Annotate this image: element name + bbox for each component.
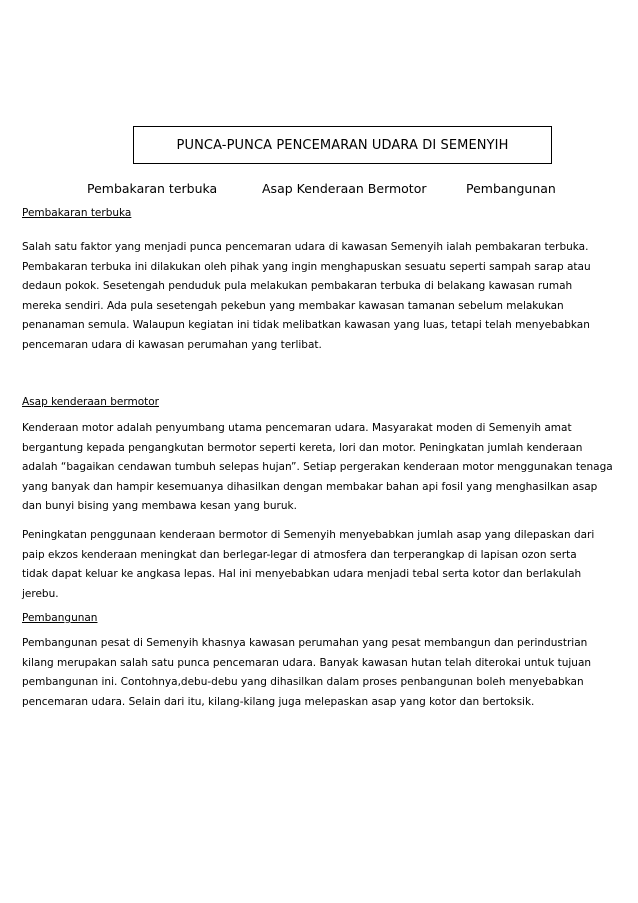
text-line: Pembangunan pesat di Semenyih khasnya kawasan perumahan yang pesat membangun dan perindustrian	[22, 637, 588, 649]
text-line: dedaun pokok. Sesetengah penduduk pula melakukan pembakaran terbuka di belakang kawasan rumah	[22, 280, 573, 292]
text-line: paip ekzos kenderaan meningkat dan berlegar-legar di atmosfera dan terperangkap di lapisan ozon serta	[22, 548, 577, 561]
topic-pembangunan: Pembangunan	[466, 181, 556, 196]
text-line: jerebu.	[22, 587, 59, 600]
text-line: yang banyak dan hampir kesemuanya dihasilkan dengan membakar bahan api fosil yang menghasilkan asap	[22, 480, 598, 493]
text-line: tidak dapat keluar ke angkasa lepas. Hal ini menyebabkan udara menjadi tebal serta kotor dan berlakulah	[22, 568, 582, 580]
section-paragraph	[22, 526, 622, 604]
topic-pembakaran-terbuka: Pembakaran terbuka	[87, 181, 218, 196]
section-heading-pembakaran: Pembakaran terbuka	[22, 207, 132, 219]
text-line: bergantung kepada pengangkutan bermotor seperti kereta, lori dan motor. Peningkatan jumlah kenderaan	[22, 441, 583, 454]
text-line: Salah satu faktor yang menjadi punca pencemaran udara di kawasan Semenyih ialah pembakaran terbuka.	[22, 241, 589, 253]
title-box	[133, 126, 552, 164]
document-title: PUNCA-PUNCA PENCEMARAN UDARA DI SEMENYIH	[176, 137, 509, 153]
text-line: pembangunan ini. Contohnya,debu-debu yang dihasilkan dalam proses penbangunan boleh menyebabkan	[22, 676, 584, 688]
section-heading-asap: Asap kenderaan bermotor	[22, 396, 159, 408]
text-line: mereka sendiri. Ada pula sesetengah pekebun yang membakar kawasan tamanan sebelum melakukan	[22, 299, 564, 312]
text-line: pencemaran udara. Selain dari itu, kilang-kilang juga melepaskan asap yang kotor dan bertoksik.	[22, 695, 535, 708]
text-line: penanaman semula. Walaupun kegiatan ini tidak melibatkan kawasan yang luas, tetapi telah menyebabkan	[22, 319, 590, 331]
section-paragraph	[22, 238, 622, 355]
text-line: Peningkatan penggunaan kenderaan bermotor di Semenyih menyebabkan jumlah asap yang dilepaskan dari	[22, 529, 595, 541]
section-paragraph	[22, 419, 622, 517]
text-line: kilang merupakan salah satu punca pencemaran udara. Banyak kawasan hutan telah diterokai untuk tujuan	[22, 656, 592, 669]
text-line: pencemaran udara di kawasan perumahan yang terlibat.	[22, 338, 322, 351]
text-line: adalah “bagaikan cendawan tumbuh selepas hujan”. Setiap pergerakan kenderaan motor menggunakan tenaga	[22, 461, 613, 473]
section-heading-pembangunan: Pembangunan	[22, 612, 98, 624]
text-line: Kenderaan motor adalah penyumbang utama pencemaran udara. Masyarakat moden di Semenyih amat	[22, 422, 572, 434]
section-paragraph	[22, 634, 622, 712]
topic-asap-kenderaan: Asap Kenderaan Bermotor	[262, 181, 427, 196]
text-line: dan bunyi bising yang membawa kesan yang buruk.	[22, 500, 297, 512]
text-line: Pembakaran terbuka ini dilakukan oleh pihak yang ingin menghapuskan sesuatu seperti sampah sarap atau	[22, 260, 591, 273]
